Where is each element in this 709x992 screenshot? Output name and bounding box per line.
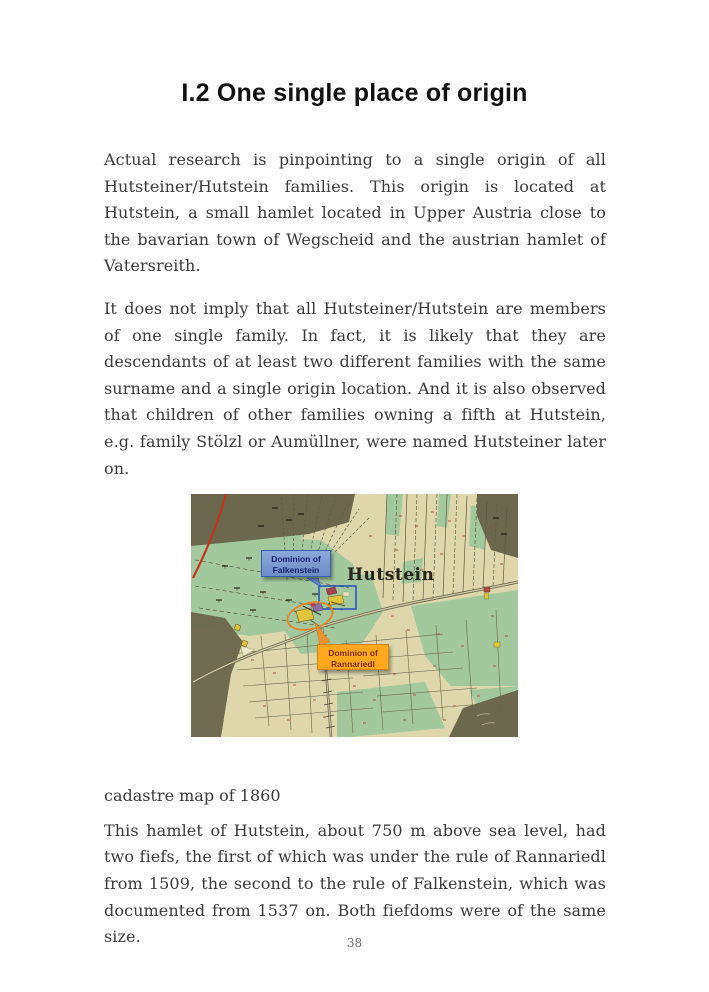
paragraph-3: This hamlet of Hutstein, about 750 m above sea level, had two fiefs, the first of which was under the rule of Rannariedl from 1509, the second to the rule of Falkenstein, which was documented from 1537 on. Both fiefdoms were of the same size. <box>104 820 606 947</box>
cadastre-map-art <box>191 494 518 737</box>
falkenstein-callout-line1: Dominion of <box>271 553 321 564</box>
map-caption: cadastre map of 1860 <box>104 786 281 806</box>
page-number: 38 <box>346 936 363 950</box>
page-title: I.2 One single place of origin <box>181 79 528 107</box>
falkenstein-callout <box>261 550 331 577</box>
falkenstein-callout-line2: Falkenstein <box>272 564 320 575</box>
cadastre-map <box>191 494 518 737</box>
paragraph-2: It does not imply that all Hutsteiner/Hutstein are members of one single family. In fact, it is likely that they are descendants of at least two different families with the same surname and a single origin location. And it is also observed that children of other families owning a fifth at Hutstein, e.g. family Stölzl or Aumüllner, were named Hutsteiner later on. <box>104 298 606 478</box>
paragraph-1: Actual research is pinpointing to a single origin of all Hutsteiner/Hutstein families. This origin is located at Hutstein, a small hamlet located in Upper Austria close to the bavarian town of Wegscheid and the austrian hamlet of Vatersreith. <box>104 150 606 276</box>
hutstein-place-label: Hutstein <box>347 565 435 586</box>
cadastre-map-figure <box>0 494 709 737</box>
rannariedl-callout <box>317 644 389 670</box>
rannariedl-callout-line1: Dominion of <box>328 647 378 658</box>
rannariedl-callout-line2: Rannariedl <box>331 658 375 669</box>
